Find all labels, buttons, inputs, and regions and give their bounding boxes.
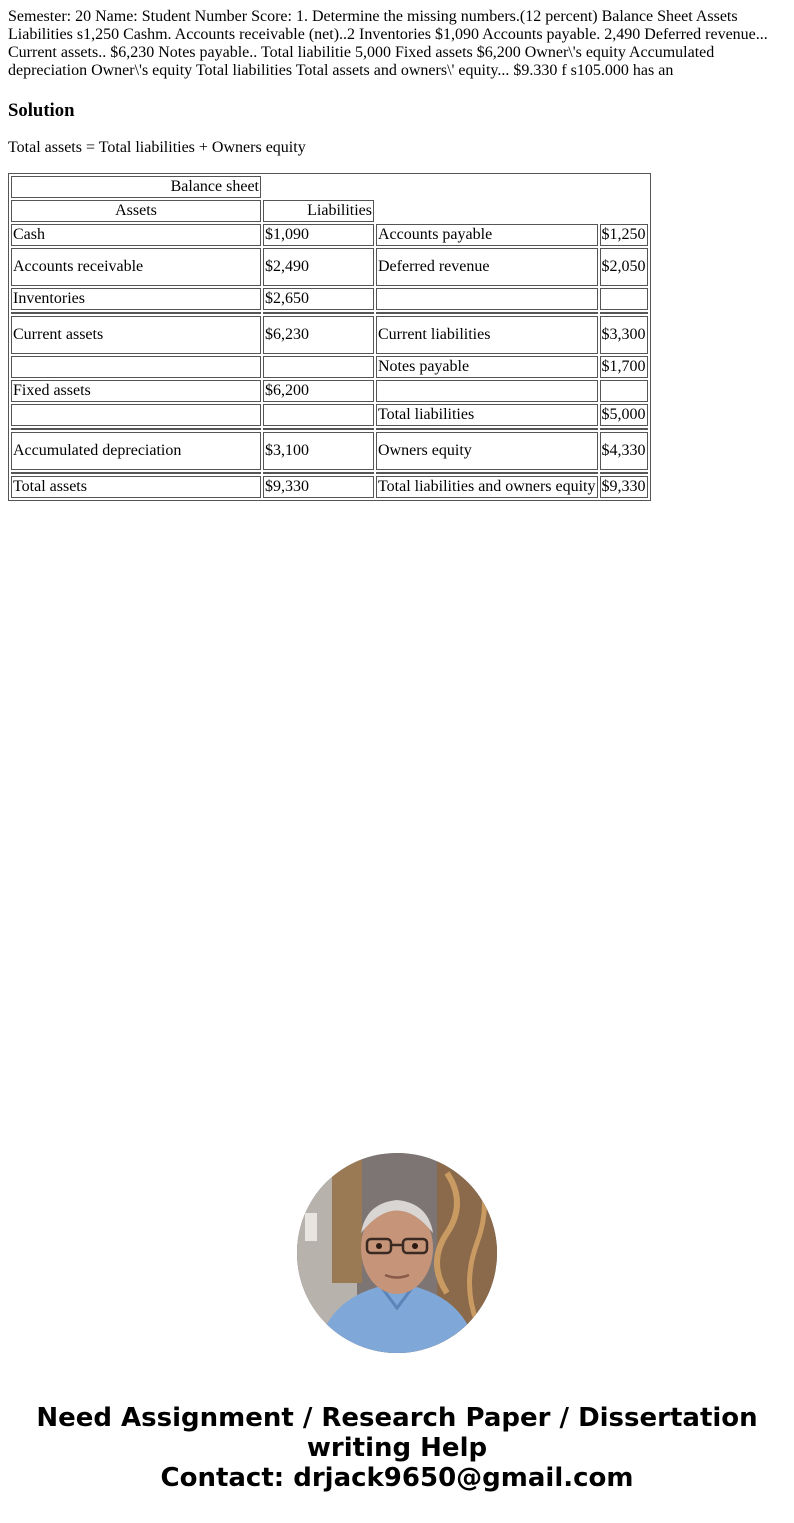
table-row [11,380,648,402]
promo-line-1: Need Assignment / Research Paper / Dissertation [36,1403,758,1433]
liability-value: $4,330 [600,432,648,470]
liability-value: $5,000 [600,404,648,426]
table-row [11,316,648,354]
liability-label [376,288,598,310]
asset-value: $3,100 [263,432,374,470]
spacer-row [11,428,648,430]
balance-sheet-title: Balance sheet [11,176,261,198]
liability-value: $2,050 [600,248,648,286]
asset-value: $2,490 [263,248,374,286]
question-text: Semester: 20 Name: Student Number Score: 1. Determine the missing numbers.(12 percent) Balance Sheet Assets Liabilities s1,250 Cashm. Accounts receivable (net)..2 Inventories $1,090 Accounts payable. 2,490 Deferred revenue... Current assets.. $6,230 Notes payable.. Total liabilitie 5,000 Fixed assets $6,200 Owner\'s equity Accumulated depreciation Owner\'s equity Total liabilities Total assets and owners\' equity... $9.330 f s105.000 has an [8,8,768,79]
solution-heading: Solution [8,100,75,121]
liability-label: Owners equity [376,432,598,470]
promo-contact: Contact: drjack9650@gmail.com [160,1463,634,1493]
table-row [11,404,648,426]
asset-label: Fixed assets [11,380,261,402]
asset-label: Accumulated depreciation [11,432,261,470]
asset-value: $2,650 [263,288,374,310]
liability-label [376,380,598,402]
liability-label: Accounts payable [376,224,598,246]
accounting-equation: Total assets = Total liabilities + Owners equity [8,139,306,156]
spacer-row [11,472,648,474]
asset-value: $9,330 [263,476,374,498]
promo-line-2: writing Help [306,1433,488,1463]
liability-value: $1,250 [600,224,648,246]
liability-value: $1,700 [600,356,648,378]
liabilities-header: Liabilities [263,200,374,222]
asset-label: Total assets [11,476,261,498]
liability-label: Total liabilities [376,404,598,426]
table-row [11,432,648,470]
assets-header: Assets [11,200,261,222]
table-row [11,356,648,378]
header-row [11,200,648,222]
liability-value: $9,330 [600,476,648,498]
asset-value: $6,230 [263,316,374,354]
asset-label: Accounts receivable [11,248,261,286]
table-row [11,248,648,286]
liability-label: Current liabilities [376,316,598,354]
page-content [8,8,778,501]
liability-label: Total liabilities and owners equity [376,476,598,498]
asset-label [11,356,261,378]
asset-value [263,356,374,378]
balance-sheet-table [8,173,651,501]
spacer-row [11,312,648,314]
asset-label [11,404,261,426]
asset-label: Inventories [11,288,261,310]
asset-label: Cash [11,224,261,246]
asset-label: Current assets [11,316,261,354]
liability-label: Deferred revenue [376,248,598,286]
promo-banner [0,1403,794,1493]
liability-value: $3,300 [600,316,648,354]
asset-value: $6,200 [263,380,374,402]
author-portrait-icon [297,1153,497,1353]
author-avatar [297,1153,497,1353]
asset-value: $1,090 [263,224,374,246]
liability-label: Notes payable [376,356,598,378]
table-row [11,224,648,246]
liability-value [600,380,648,402]
asset-value [263,404,374,426]
table-row [11,288,648,310]
liability-value [600,288,648,310]
title-row [11,176,648,198]
table-row [11,476,648,498]
